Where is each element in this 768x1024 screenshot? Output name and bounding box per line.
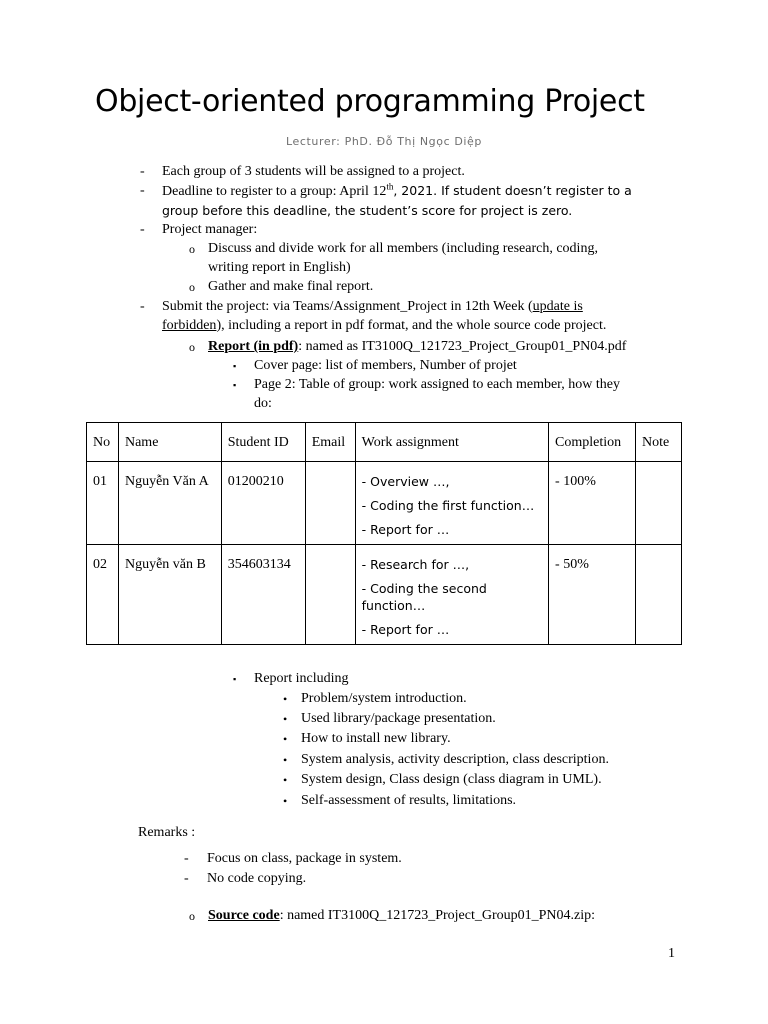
item-deadline: Deadline to register to a group: April 12th, 2021. If student doesn’t register to a: [162, 181, 632, 199]
remark-item: Focus on class, package in system.: [207, 851, 402, 866]
dot-bullet: •: [283, 773, 288, 787]
manager-sub1-line2: writing report in English): [208, 260, 351, 275]
dash-bullet: -: [184, 851, 189, 866]
work-line: - Research for …,: [361, 557, 470, 572]
work-line: - Coding the second function…: [361, 581, 487, 613]
cover-page-item: Cover page: list of members, Number of projet: [254, 358, 517, 373]
header-student-id: Student ID: [221, 423, 305, 462]
circle-bullet: o: [189, 340, 195, 354]
dot-bullet: •: [283, 732, 288, 746]
dash-bullet: -: [140, 183, 145, 198]
circle-bullet: o: [189, 909, 195, 923]
header-note: Note: [635, 423, 681, 462]
work-line: - Report for …: [361, 522, 450, 537]
cell-email: [305, 545, 355, 645]
cell-student-id: 01200210: [221, 462, 305, 545]
manager-sub2: Gather and make final report.: [208, 279, 374, 294]
header-completion: Completion: [549, 423, 636, 462]
item-submit-line2: forbidden), including a report in pdf format, and the whole source code project.: [162, 318, 607, 333]
table-row: [87, 462, 682, 545]
square-bullet: ▪: [233, 380, 237, 390]
dash-bullet: -: [140, 299, 145, 314]
cell-name: Nguyễn Văn A: [118, 462, 221, 545]
report-item: Used library/package presentation.: [301, 711, 496, 726]
header-name: Name: [118, 423, 221, 462]
header-work-assignment: Work assignment: [355, 423, 548, 462]
cell-work-assignment: [355, 462, 548, 545]
dash-bullet: -: [140, 222, 145, 237]
table-header-row: [87, 423, 682, 462]
cell-work-assignment: [355, 545, 548, 645]
report-including-label: Report including: [254, 671, 349, 686]
cell-no: 02: [87, 545, 119, 645]
report-item: Problem/system introduction.: [301, 691, 467, 706]
lecturer-line: Lecturer: PhD. Đỗ Thị Ngọc Diệp: [285, 135, 483, 148]
cell-email: [305, 462, 355, 545]
report-pdf-line: Report (in pdf): named as IT3100Q_121723_Project_Group01_PN04.pdf: [208, 339, 627, 354]
dash-bullet: -: [140, 164, 145, 179]
item-manager: Project manager:: [162, 222, 258, 237]
cell-no: 01: [87, 462, 119, 545]
work-line: - Overview …,: [361, 474, 450, 489]
item-groups: Each group of 3 students will be assigned to a project.: [162, 164, 465, 179]
group-table: [86, 422, 682, 645]
manager-sub1: Discuss and divide work for all members (including research, coding,: [208, 241, 598, 256]
dot-bullet: •: [283, 712, 288, 726]
circle-bullet: o: [189, 242, 195, 256]
page2-item: Page 2: Table of group: work assigned to each member, how they: [254, 377, 620, 392]
report-item: System design, Class design (class diagram in UML).: [301, 772, 602, 787]
dot-bullet: •: [283, 794, 288, 808]
report-item: Self-assessment of results, limitations.: [301, 793, 517, 808]
dot-bullet: •: [283, 753, 288, 767]
remark-item: No code copying.: [207, 871, 307, 886]
page-number: 1: [668, 946, 675, 961]
cell-student-id: 354603134: [221, 545, 305, 645]
dot-bullet: •: [283, 692, 288, 706]
remarks-label: Remarks :: [138, 825, 196, 840]
cell-name: Nguyễn văn B: [118, 545, 221, 645]
report-item: How to install new library.: [301, 731, 451, 746]
work-line: - Report for …: [361, 622, 450, 637]
circle-bullet: o: [189, 280, 195, 294]
header-no: No: [87, 423, 119, 462]
source-code-line: Source code: named IT3100Q_121723_Project_Group01_PN04.zip:: [208, 908, 596, 923]
cell-note: [635, 462, 681, 545]
table-row: [87, 545, 682, 645]
dash-bullet: -: [184, 871, 189, 886]
square-bullet: ▪: [233, 361, 237, 371]
report-item: System analysis, activity description, class description.: [301, 752, 609, 767]
header-email: Email: [305, 423, 355, 462]
work-line: - Coding the first function…: [361, 498, 535, 513]
page2-item-line2: do:: [254, 396, 272, 411]
square-bullet: ▪: [233, 674, 237, 684]
item-submit: Submit the project: via Teams/Assignment_Project in 12th Week (update is: [162, 299, 583, 314]
cell-completion: - 50%: [549, 545, 636, 645]
item-deadline-line2: group before this deadline, the student’s score for project is zero.: [162, 203, 573, 218]
cell-note: [635, 545, 681, 645]
document-title: Object-oriented programming Project: [95, 84, 645, 119]
cell-completion: - 100%: [549, 462, 636, 545]
